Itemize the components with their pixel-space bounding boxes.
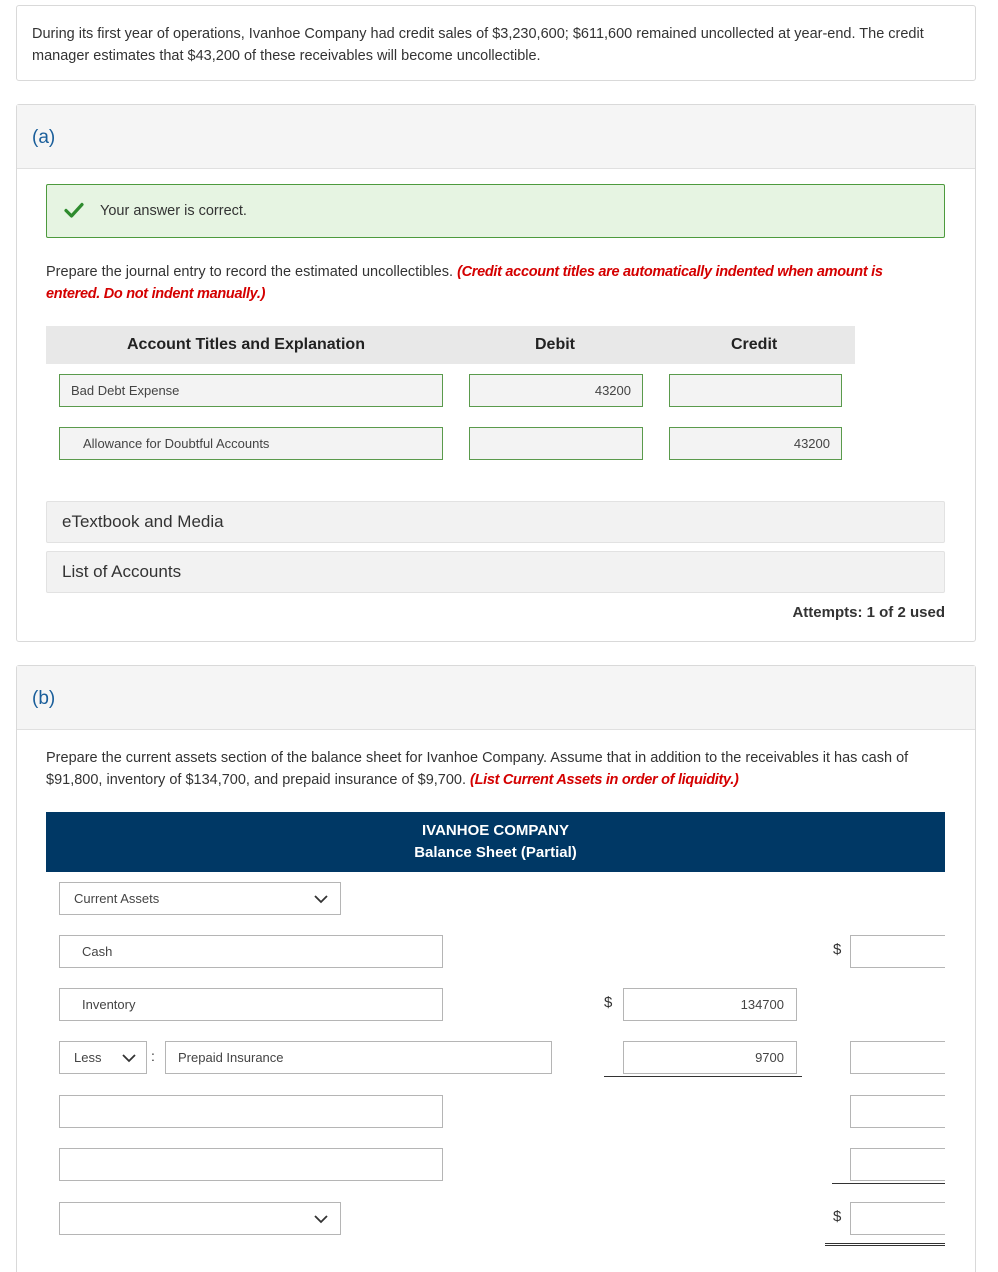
journal-row-1-account-input[interactable]: Bad Debt Expense [59, 374, 443, 407]
correct-feedback-banner [46, 184, 945, 238]
part-b-instruction [46, 747, 936, 791]
less-select-value: Less [74, 1050, 102, 1065]
part-a-header [17, 105, 975, 169]
list-of-accounts-link[interactable]: List of Accounts [46, 551, 945, 593]
total-current-assets-input[interactable] [850, 1202, 945, 1235]
journal-row-2-credit-input[interactable]: 43200 [669, 427, 842, 460]
part-a-instruction-text: Prepare the journal entry to record the estimated uncollectibles. [46, 264, 454, 280]
less-select[interactable] [59, 1041, 147, 1074]
cash-total-input[interactable] [850, 935, 945, 968]
cash-dollar-sign: $ [833, 941, 842, 958]
header-credit: Credit [731, 336, 778, 353]
inventory-dollar-sign: $ [604, 994, 613, 1011]
part-b-label: (b) [32, 688, 56, 709]
blank-account-input-1[interactable] [59, 1095, 443, 1128]
part-a-instruction [46, 261, 936, 305]
statement-title: Balance Sheet (Partial) [414, 844, 577, 861]
inventory-amount-input[interactable]: 134700 [623, 988, 797, 1021]
header-account-titles: Account Titles and Explanation [127, 336, 365, 353]
blank-total-input-1[interactable] [850, 1095, 945, 1128]
part-b-header [17, 666, 975, 730]
chevron-down-icon [313, 892, 329, 906]
blank-account-input-2[interactable] [59, 1148, 443, 1181]
section-heading-select[interactable] [59, 882, 341, 915]
section-heading-value: Current Assets [74, 891, 160, 906]
colon-separator: : [151, 1048, 155, 1064]
feedback-text: Your answer is correct. [100, 203, 247, 219]
part-b-instruction-text: Prepare the current assets section of the balance sheet for Ivanhoe Company. Assume that in addition to the receivables it has cash of $91,800, inventory of $134,700, and prepaid insurance of $9,700. [46, 750, 909, 788]
company-name: IVANHOE COMPANY [422, 822, 569, 839]
problem-text: During its first year of operations, Ivanhoe Company had credit sales of $3,230,600; $611,600 remained uncollected at year-end. The credit manager estimates that $43,200 of these receivables will become uncollectible. [32, 26, 924, 64]
part-a-instruction-note: (Credit account titles are automatically indented when amount is entered. Do not indent manually.) [46, 264, 883, 302]
etextbook-media-link[interactable]: eTextbook and Media [46, 501, 945, 543]
header-debit: Debit [535, 336, 575, 353]
blank-total-input-2[interactable] [850, 1148, 945, 1181]
balance-sheet-heading [46, 812, 945, 872]
journal-table-header [46, 326, 855, 364]
part-b-instruction-note: (List Current Assets in order of liquidity.) [470, 772, 739, 788]
prepaid-account-input[interactable]: Prepaid Insurance [165, 1041, 552, 1074]
subtotal-underline [604, 1076, 802, 1077]
total-label-select[interactable] [59, 1202, 341, 1235]
total-underline [832, 1183, 945, 1184]
total-double-underline [825, 1243, 945, 1246]
chevron-down-icon [121, 1051, 137, 1065]
prepaid-amount-input[interactable]: 9700 [623, 1041, 797, 1074]
attempts-counter: Attempts: 1 of 2 used [792, 604, 945, 621]
checkmark-icon [64, 200, 84, 220]
problem-statement-box [16, 5, 976, 81]
chevron-down-icon [313, 1212, 329, 1226]
inventory-net-total-input[interactable] [850, 1041, 945, 1074]
inventory-account-input[interactable]: Inventory [59, 988, 443, 1021]
journal-row-2-account-input[interactable]: Allowance for Doubtful Accounts [59, 427, 443, 460]
total-dollar-sign: $ [833, 1208, 842, 1225]
part-a-label: (a) [32, 127, 56, 148]
journal-row-1-debit-input[interactable]: 43200 [469, 374, 643, 407]
journal-row-1-credit-input[interactable] [669, 374, 842, 407]
journal-row-2-debit-input[interactable] [469, 427, 643, 460]
cash-account-input[interactable]: Cash [59, 935, 443, 968]
